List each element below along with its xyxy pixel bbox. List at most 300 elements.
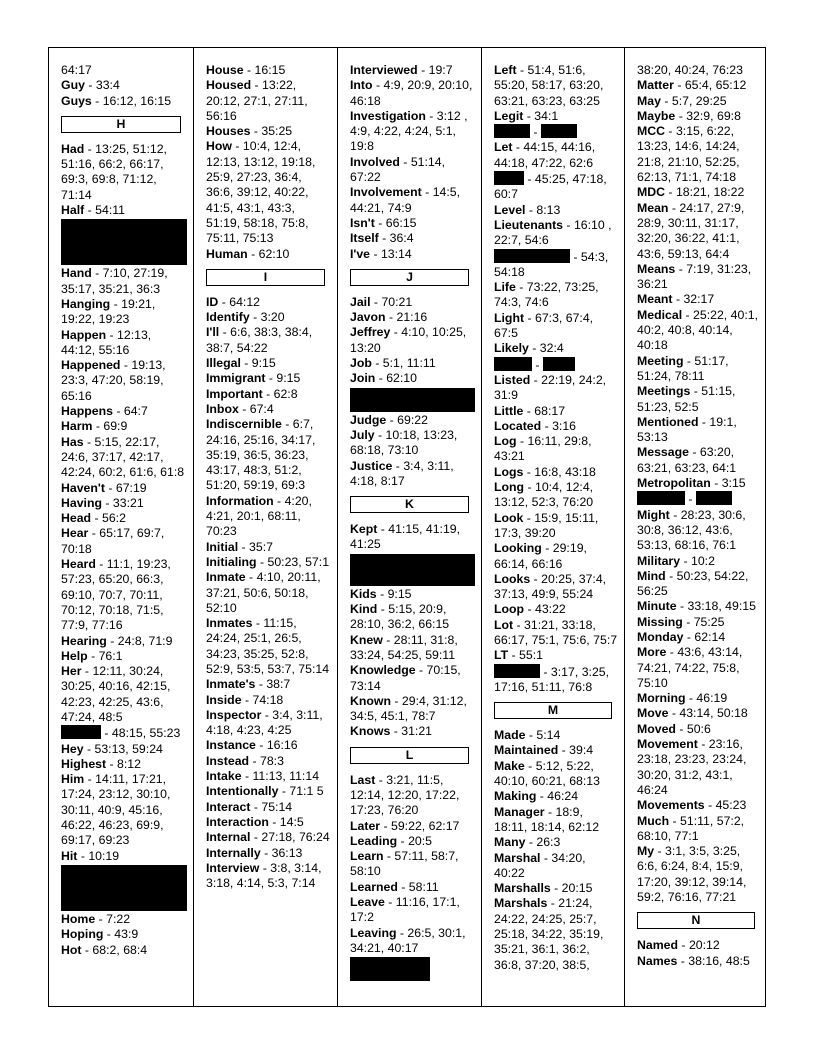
entry-term: Into xyxy=(350,78,373,93)
index-entry xyxy=(637,415,761,446)
entry-term: Guys xyxy=(61,93,92,108)
redacted-term xyxy=(61,725,101,739)
entry-refs: - 3:17, 3:25, 17:16, 51:11, 76:8 xyxy=(494,664,610,694)
entry-term: Hoping xyxy=(61,927,104,942)
entry-term: Kids xyxy=(350,586,377,601)
entry-term: Human xyxy=(206,246,248,261)
entry-term: Interact xyxy=(206,799,251,814)
entry-refs: - 19:1, 53:13 xyxy=(637,414,737,445)
index-entry xyxy=(61,927,187,942)
entry-refs: - 9:15 xyxy=(240,356,276,371)
entry-term: I've xyxy=(350,246,371,261)
entry-refs: - 70:15, 73:14 xyxy=(350,663,461,693)
entry-term: Join xyxy=(350,371,376,386)
index-entry xyxy=(637,844,761,905)
entry-refs: - 50:23, 54:22, 56:25 xyxy=(637,568,749,599)
index-entry xyxy=(494,109,618,124)
entry-term: Listed xyxy=(494,372,531,387)
entry-term: MDC xyxy=(637,185,666,200)
index-entry xyxy=(637,262,761,293)
entry-refs: - 5:1, 11:11 xyxy=(371,356,436,371)
entry-term: Investigation xyxy=(350,108,426,123)
index-entry xyxy=(350,356,475,371)
redaction-block xyxy=(350,388,475,412)
index-entry xyxy=(637,308,761,354)
entry-term: Involvement xyxy=(350,185,422,200)
index-entry xyxy=(206,325,331,356)
index-entry xyxy=(637,508,761,554)
entry-refs: - 38:7 xyxy=(255,677,291,692)
index-entry xyxy=(206,371,331,386)
entry-refs: - 31:21 xyxy=(390,724,433,739)
index-entry xyxy=(350,78,475,109)
index-entry xyxy=(206,555,331,570)
index-entry xyxy=(637,124,761,185)
index-entry xyxy=(494,511,618,542)
index-column-3 xyxy=(337,48,481,1006)
entry-refs: - 46:24 xyxy=(536,789,579,804)
index-entry xyxy=(350,880,475,895)
entry-term: Inmate xyxy=(206,570,246,585)
index-entry xyxy=(637,78,761,93)
entry-refs: - 3:20 xyxy=(249,310,285,325)
index-entry xyxy=(494,465,618,480)
entry-refs: - 69:22 xyxy=(386,412,428,427)
index-entry xyxy=(350,310,475,325)
index-entry xyxy=(350,413,475,428)
index-entry xyxy=(494,789,618,804)
entry-refs: - 28:23, 30:6, 30:8, 36:12, 43:6, 53:13, 68:16, 76:1 xyxy=(637,507,746,553)
entry-refs: - 64:12 xyxy=(218,294,261,309)
entry-term: Important xyxy=(206,386,263,401)
entry-refs: - 25:22, 40:1, 40:2, 40:8, 40:14, 40:18 xyxy=(637,307,758,353)
index-entry xyxy=(494,63,618,109)
entry-term: Itself xyxy=(350,231,379,246)
entry-refs: - 11:1, 19:23, 57:23, 65:20, 66:3, 69:10, 70:7, 70:11, 70:12, 70:18, 71:5, 77:9, 77:16 xyxy=(61,557,171,633)
index-entry xyxy=(61,266,187,297)
index-entry xyxy=(206,815,331,830)
entry-term: July xyxy=(350,427,375,442)
index-entry xyxy=(350,155,475,186)
entry-term: Lot xyxy=(494,617,514,632)
entry-term: I'll xyxy=(206,325,220,340)
entry-refs: - 16:11, 29:8, 43:21 xyxy=(494,434,592,464)
index-entry xyxy=(494,896,618,972)
entry-refs: - 46:19 xyxy=(685,691,728,706)
index-entry xyxy=(61,943,187,958)
entry-term: Log xyxy=(494,434,517,449)
index-column-4 xyxy=(481,48,624,1006)
index-entry xyxy=(206,139,331,246)
entry-refs: - 20:15 xyxy=(550,881,593,896)
index-entry xyxy=(494,249,618,281)
entry-refs: - 70:21 xyxy=(370,294,413,309)
entry-refs: - 3:8, 3:14, 3:18, 4:14, 5:3, 7:14 xyxy=(206,860,322,891)
entry-term: Moved xyxy=(637,721,676,736)
index-entry xyxy=(61,634,187,649)
entry-refs: - 76:1 xyxy=(87,648,123,663)
entry-term: Likely xyxy=(494,341,529,356)
entry-term: Names xyxy=(637,953,678,968)
redacted-term xyxy=(494,124,530,138)
entry-refs: 38:20, 40:24, 76:23 xyxy=(637,63,743,77)
index-entry xyxy=(206,63,331,78)
entry-refs: - 18:9, 18:11, 18:14, 62:12 xyxy=(494,804,600,834)
index-entry xyxy=(637,185,761,200)
entry-refs: - 66:15 xyxy=(374,215,417,230)
index-entry xyxy=(494,805,618,836)
entry-refs: - 4:10, 20:11, 37:21, 50:6, 50:18, 52:10 xyxy=(206,570,321,615)
entry-term: Intake xyxy=(206,769,242,784)
index-entry xyxy=(350,295,475,310)
entry-term: More xyxy=(637,645,667,660)
entry-refs: - 5:15, 20:9, 28:10, 36:2, 66:15 xyxy=(350,602,450,632)
index-entry xyxy=(206,494,331,540)
index-entry xyxy=(637,292,761,307)
redacted-term xyxy=(494,664,540,678)
entry-refs: - 14:11, 17:21, 17:24, 23:12, 30:10, 30:11, 40:9, 45:16, 46:22, 46:23, 69:9, 69:17, 69:23 xyxy=(61,772,171,848)
index-entry xyxy=(61,94,187,109)
entry-refs: - 29:4, 31:12, 34:5, 45:1, 78:7 xyxy=(350,693,467,724)
entry-refs: - 27:18, 76:24 xyxy=(250,830,330,845)
entry-term: Located xyxy=(494,418,542,433)
entry-refs: - 67:4 xyxy=(238,401,274,416)
index-entry xyxy=(494,759,618,790)
entry-refs: - 7:22 xyxy=(95,911,131,926)
entry-term: Last xyxy=(350,772,376,787)
entry-refs: - 12:11, 30:24, 30:25, 40:16, 42:15, 42:23, 42:25, 43:6, 47:24, 48:5 xyxy=(61,664,171,724)
entry-term: Leave xyxy=(350,895,385,910)
index-entry xyxy=(637,737,761,798)
entry-term: Legit xyxy=(494,108,524,123)
entry-term: Long xyxy=(494,480,525,495)
entry-term: Military xyxy=(637,553,681,568)
letter-heading: M xyxy=(494,702,612,719)
redaction-block xyxy=(350,957,430,981)
entry-term: Marshalls xyxy=(494,881,551,896)
index-entry xyxy=(61,78,187,93)
index-entry xyxy=(350,834,475,849)
entry-refs: - 31:21, 33:18, 66:17, 75:1, 75:6, 75:7 xyxy=(494,617,618,647)
entry-term: Having xyxy=(61,495,102,510)
entry-refs: - 11:16, 17:1, 17:2 xyxy=(350,895,460,925)
entry-term: Make xyxy=(494,758,525,773)
index-entry xyxy=(637,938,761,953)
index-entry xyxy=(494,743,618,758)
entry-refs: - 29:19, 66:14, 66:16 xyxy=(494,541,587,571)
entry-term: Haven't xyxy=(61,480,105,495)
entry-term: Leading xyxy=(350,833,398,848)
entry-refs: - 13:25, 51:12, 51:16, 66:2, 66:17, 69:3, 69:8, 71:12, 71:14 xyxy=(61,141,167,202)
entry-refs: - 78:3 xyxy=(249,753,284,768)
entry-refs: - 62:10 xyxy=(247,246,290,261)
index-page-frame xyxy=(48,47,766,1007)
index-entry xyxy=(61,649,187,664)
index-entry xyxy=(637,63,761,78)
entry-refs: - 41:15, 41:19, 41:25 xyxy=(350,522,461,552)
entry-refs: - 57:11, 58:7, 58:10 xyxy=(350,849,459,879)
index-entry xyxy=(206,738,331,753)
index-entry xyxy=(206,861,331,892)
index-entry xyxy=(206,402,331,417)
entry-term: Medical xyxy=(637,307,683,322)
letter-heading: I xyxy=(206,269,325,286)
entry-term: Home xyxy=(61,911,96,926)
entry-term: Much xyxy=(637,813,670,828)
index-entry xyxy=(494,311,618,342)
index-entry xyxy=(637,954,761,969)
entry-refs: - 16:12, 16:15 xyxy=(91,93,172,108)
entry-term: Interview xyxy=(206,860,260,875)
entry-refs: - 14:5 xyxy=(268,814,304,829)
entry-term: Kind xyxy=(350,602,378,617)
index-entry xyxy=(350,633,475,664)
entry-term: Inbox xyxy=(206,401,239,416)
entry-term: Making xyxy=(494,789,537,804)
entry-term: Hearing xyxy=(61,633,107,648)
entry-term: Marshal xyxy=(494,850,541,865)
entry-refs: - 68:17 xyxy=(523,403,566,418)
entry-term: Left xyxy=(494,63,517,77)
entry-refs: - 4:9, 20:9, 20:10, 46:18 xyxy=(350,78,473,108)
index-entry xyxy=(61,496,187,511)
entry-refs: - 39:4 xyxy=(558,743,594,758)
index-entry xyxy=(206,754,331,769)
index-entry xyxy=(61,725,187,741)
index-entry xyxy=(350,231,475,246)
entry-refs: - 22:19, 24:2, 31:9 xyxy=(494,372,607,403)
index-entry xyxy=(350,185,475,216)
entry-refs: - 26:5, 30:1, 34:21, 40:17 xyxy=(350,925,466,955)
entry-refs: - 10:4, 12:4, 13:12, 52:3, 76:20 xyxy=(494,480,594,510)
entry-refs: - 16:8, 43:18 xyxy=(523,464,596,479)
entry-term: Guy xyxy=(61,78,85,93)
index-entry xyxy=(61,526,187,557)
index-entry xyxy=(61,757,187,772)
entry-term: Mind xyxy=(637,568,666,583)
entry-refs: - 38:16, 48:5 xyxy=(677,953,750,968)
entry-refs: - 8:13 xyxy=(525,202,561,217)
index-entry xyxy=(494,171,618,203)
entry-refs: - 28:11, 31:8, 33:24, 54:25, 59:11 xyxy=(350,632,458,662)
index-entry xyxy=(61,664,187,725)
entry-refs: - 62:8 xyxy=(262,386,298,401)
index-entry xyxy=(61,358,187,404)
entry-term: Illegal xyxy=(206,356,241,371)
index-entry xyxy=(494,124,618,140)
index-entry xyxy=(494,357,618,373)
letter-heading: L xyxy=(350,747,469,764)
entry-refs: - 18:21, 18:22 xyxy=(665,185,745,200)
entry-refs: - 34:1 xyxy=(523,108,559,123)
index-column-5 xyxy=(624,48,767,1006)
entry-term: Him xyxy=(61,772,85,787)
index-entry xyxy=(61,557,187,633)
entry-refs: - 74:18 xyxy=(241,692,284,707)
index-entry xyxy=(206,247,331,262)
index-entry xyxy=(637,814,761,845)
entry-refs: - 10:2 xyxy=(680,553,715,568)
entry-refs: - 13:22, 20:12, 27:1, 27:11, 56:16 xyxy=(206,78,308,123)
entry-term: Has xyxy=(61,434,84,449)
index-entry xyxy=(637,615,761,630)
index-entry xyxy=(350,459,475,490)
entry-refs: - 19:13, 23:3, 47:20, 58:19, 65:16 xyxy=(61,358,166,403)
entry-refs: - 48:15, 55:23 xyxy=(101,726,181,741)
entry-dash: - xyxy=(685,492,696,507)
entry-term: Missing xyxy=(637,614,683,629)
entry-refs: - 5:14 xyxy=(525,728,561,743)
index-entry xyxy=(206,540,331,555)
index-entry xyxy=(350,371,475,386)
index-entry xyxy=(61,511,187,526)
entry-term: Hanging xyxy=(61,296,111,311)
entry-refs: - 26:3 xyxy=(525,835,561,850)
index-entry xyxy=(206,708,331,739)
letter-heading: J xyxy=(350,269,469,286)
index-entry xyxy=(206,417,331,493)
index-entry xyxy=(61,849,187,864)
entry-refs: - 21:16 xyxy=(385,310,428,325)
index-entry xyxy=(637,109,761,124)
entry-term: Knows xyxy=(350,724,391,739)
entry-term: Half xyxy=(61,203,85,218)
index-entry xyxy=(206,784,331,799)
index-entry xyxy=(61,297,187,328)
entry-refs: - 43:22 xyxy=(524,602,566,617)
redacted-term xyxy=(696,491,732,505)
index-entry xyxy=(350,428,475,459)
entry-refs: - 3:4, 3:11, 4:18, 4:23, 4:25 xyxy=(206,707,323,738)
index-entry xyxy=(637,354,761,385)
entry-term: Message xyxy=(637,445,689,460)
entry-refs: - 3:21, 11:5, 12:14, 12:20, 17:22, 17:23, 76:20 xyxy=(350,772,460,818)
entry-refs: - 75:14 xyxy=(250,799,293,814)
entry-refs: - 45:23 xyxy=(704,798,747,813)
index-entry xyxy=(494,203,618,218)
entry-term: Made xyxy=(494,728,526,743)
entry-term: Interaction xyxy=(206,814,269,829)
entry-term: Many xyxy=(494,835,526,850)
entry-refs: - 67:3, 67:4, 67:5 xyxy=(494,310,594,341)
entry-term: Knew xyxy=(350,632,383,647)
entry-term: MCC xyxy=(637,124,666,139)
index-entry xyxy=(494,373,618,404)
entry-term: Inside xyxy=(206,692,242,707)
entry-refs: - 43:9 xyxy=(103,927,139,942)
entry-refs: - 50:6 xyxy=(675,721,711,736)
entry-term: Inmates xyxy=(206,616,253,631)
index-entry xyxy=(206,78,331,124)
index-column-1 xyxy=(49,48,193,1006)
index-entry xyxy=(350,109,475,155)
entry-refs: - 71:1 5 xyxy=(278,784,324,799)
entry-refs: - 5:15, 22:17, 24:6, 37:17, 42:17, 42:24, 60:2, 61:6, 61:8 xyxy=(61,434,185,480)
index-entry xyxy=(206,800,331,815)
index-entry xyxy=(494,881,618,896)
entry-refs: - 68:2, 68:4 xyxy=(81,942,148,957)
index-entry xyxy=(637,201,761,262)
entry-refs: - 51:17, 51:24, 78:11 xyxy=(637,353,729,383)
index-entry xyxy=(494,140,618,171)
entry-term: Hit xyxy=(61,848,78,863)
entry-refs: - 51:15, 51:23, 52:5 xyxy=(637,384,736,414)
entry-term: Highest xyxy=(61,756,107,771)
index-entry xyxy=(350,724,475,739)
entry-refs: - 44:15, 44:16, 44:18, 47:22, 62:6 xyxy=(494,140,596,170)
entry-term: ID xyxy=(206,294,219,309)
entry-refs: - 35:25 xyxy=(250,124,293,139)
entry-refs: - 16:15 xyxy=(243,63,286,77)
index-entry xyxy=(637,630,761,645)
entry-term: Might xyxy=(637,507,670,522)
entry-term: Involved xyxy=(350,154,400,169)
entry-term: Housed xyxy=(206,78,252,93)
entry-refs: - 19:21, 19:22, 19:23 xyxy=(61,296,156,327)
index-entry xyxy=(61,742,187,757)
redacted-term xyxy=(541,124,577,138)
entry-term: Identify xyxy=(206,310,250,325)
index-entry xyxy=(494,602,618,617)
entry-term: How xyxy=(206,139,232,154)
index-entry xyxy=(637,94,761,109)
entry-refs: - 51:11, 57:2, 68:10, 77:1 xyxy=(637,813,745,843)
index-entry xyxy=(61,912,187,927)
index-entry xyxy=(494,572,618,603)
index-entry xyxy=(61,328,187,359)
index-entry xyxy=(350,216,475,231)
index-entry xyxy=(494,280,618,311)
entry-refs: - 6:6, 38:3, 38:4, 38:7, 54:22 xyxy=(206,325,313,355)
index-entry xyxy=(206,295,331,310)
index-entry xyxy=(494,480,618,511)
entry-refs: - 33:4 xyxy=(84,78,120,93)
entry-refs: - 75:25 xyxy=(682,614,725,629)
entry-refs: - 19:7 xyxy=(417,63,453,77)
entry-term: Mean xyxy=(637,200,669,215)
redacted-term xyxy=(543,357,575,371)
index-entry xyxy=(206,677,331,692)
index-entry xyxy=(206,830,331,845)
index-entry xyxy=(61,481,187,496)
entry-refs: - 56:2 xyxy=(91,511,126,526)
index-entry xyxy=(350,849,475,880)
entry-refs: - 7:19, 31:23, 36:21 xyxy=(637,261,752,292)
entry-refs: - 15:9, 15:11, 17:3, 39:20 xyxy=(494,510,599,540)
index-entry xyxy=(637,491,761,507)
entry-refs: - 36:4 xyxy=(378,231,414,246)
entry-term: Meant xyxy=(637,292,673,307)
index-entry xyxy=(637,722,761,737)
entry-term: Help xyxy=(61,648,88,663)
entry-term: Means xyxy=(637,261,676,276)
entry-refs: - 32:9, 69:8 xyxy=(675,108,741,123)
entry-term: Hot xyxy=(61,942,82,957)
entry-refs: - 65:4, 65:12 xyxy=(673,78,747,93)
entry-refs: - 43:6, 43:14, 74:21, 74:22, 75:8, 75:10 xyxy=(637,645,743,690)
index-entry xyxy=(637,445,761,476)
index-entry xyxy=(350,663,475,694)
entry-refs: - 33:21 xyxy=(102,495,144,510)
entry-term: Meetings xyxy=(637,384,691,399)
index-entry xyxy=(350,522,475,553)
index-entry xyxy=(61,63,187,78)
entry-term: Happened xyxy=(61,358,121,373)
entry-term: May xyxy=(637,93,661,108)
entry-term: Inspector xyxy=(206,707,262,722)
index-entry xyxy=(206,846,331,861)
entry-refs: - 65:17, 69:7, 70:18 xyxy=(61,526,165,556)
